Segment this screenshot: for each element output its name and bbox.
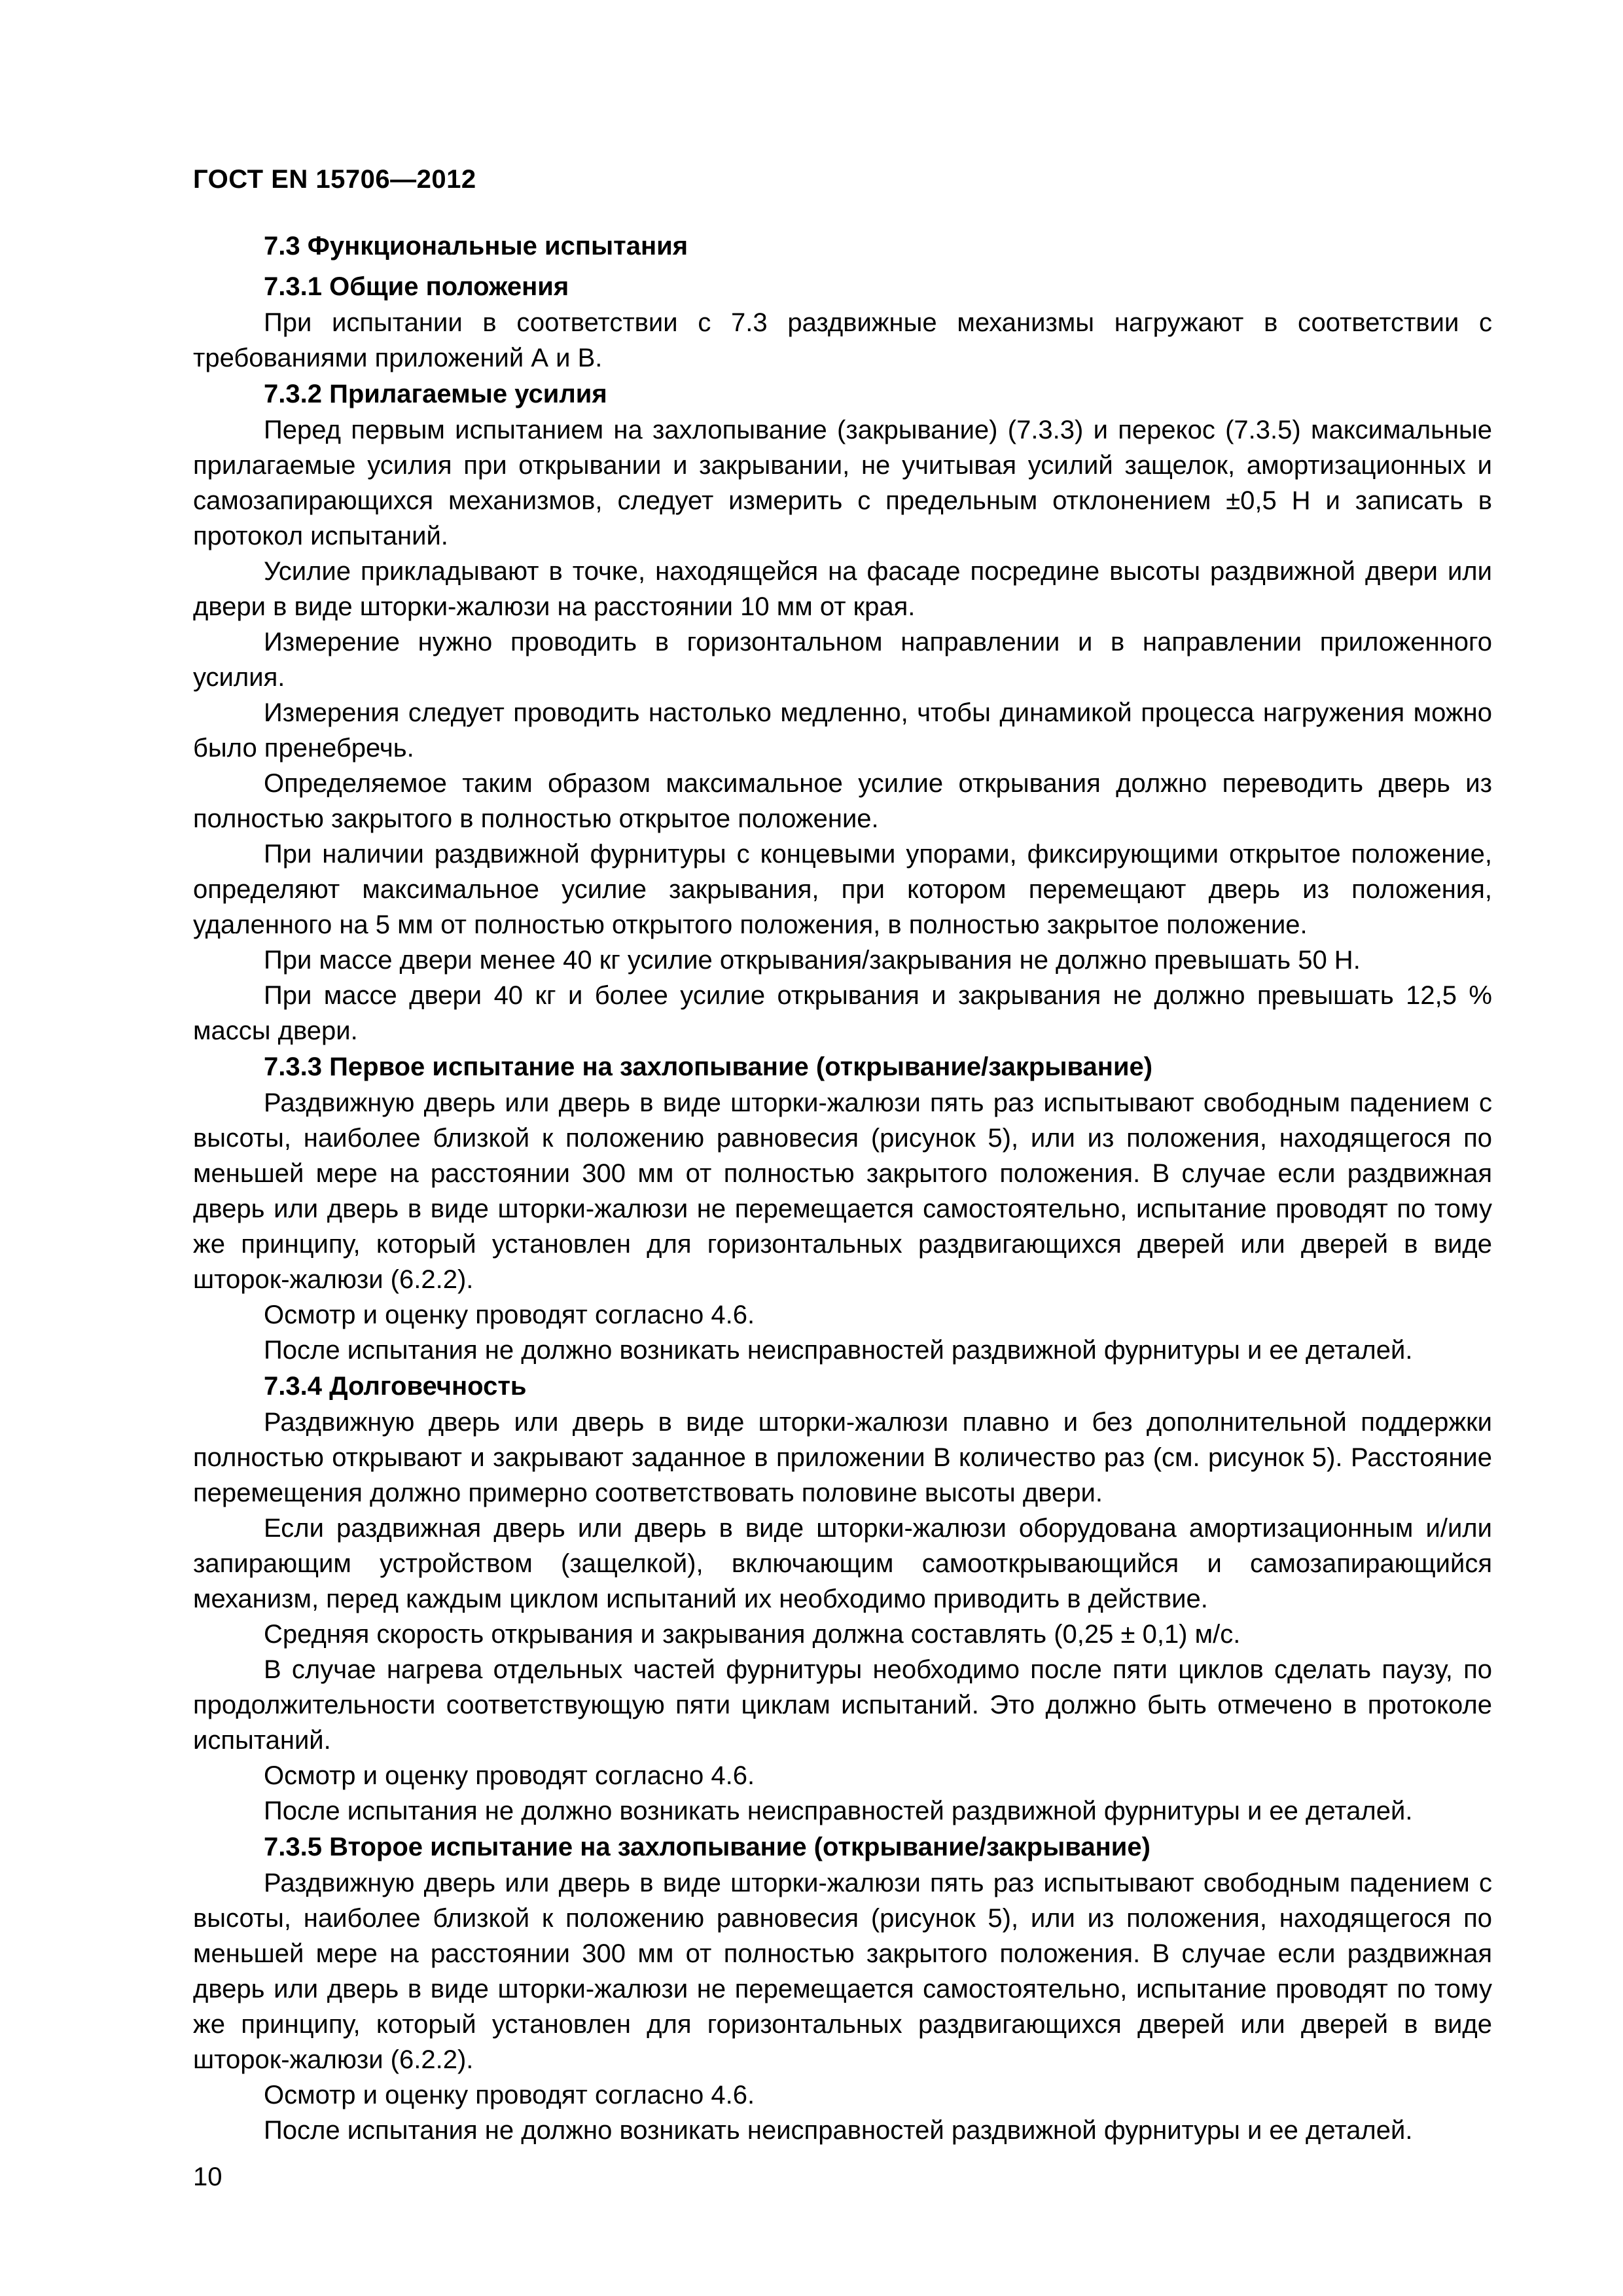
- section-heading-7-3-4: 7.3.4 Долговечность: [264, 1372, 527, 1401]
- paragraph: Измерения следует проводить настолько медленно, чтобы динамикой процесса нагружения можно было пренебречь.: [193, 698, 1492, 762]
- paragraph: При массе двери 40 кг и более усилие открывания и закрывания не должно превышать 12,5 % массы двери.: [193, 981, 1492, 1045]
- paragraph: После испытания не должно возникать неисправностей раздвижной фурнитуры и ее деталей.: [264, 1797, 1413, 1825]
- section-heading-7-3-1: 7.3.1 Общие положения: [264, 272, 569, 301]
- paragraph: Осмотр и оценку проводят согласно 4.6.: [264, 2081, 755, 2109]
- paragraph: После испытания не должно возникать неисправностей раздвижной фурнитуры и ее деталей.: [264, 2116, 1413, 2145]
- document-header: ГОСТ EN 15706—2012: [193, 165, 476, 194]
- paragraph: Определяемое таким образом максимальное усилие открывания должно переводить дверь из полностью закрытого в полностью открытое положение.: [193, 769, 1492, 833]
- paragraph: После испытания не должно возникать неисправностей раздвижной фурнитуры и ее деталей.: [264, 1336, 1413, 1365]
- paragraph: Усилие прикладывают в точке, находящейся на фасаде посредине высоты раздвижной двери или двери в виде шторки-жалюзи на расстоянии 10 мм от края.: [193, 557, 1492, 621]
- paragraph: Раздвижную дверь или дверь в виде шторки-жалюзи пять раз испытывают свободным падением с высоты, наиболее близкой к положению равновесия (рисунок 5), или из положения, находящегося по меньшей мере на расстоянии 300 мм от полностью закрытого положения. В случае если раздвижная дверь или дверь в виде шторки-жалюзи не перемещается самостоятельно, испытание проводят по тому же принципу, который установлен для горизонтальных раздвигающихся дверей или дверей в виде шторок-жалюзи (6.2.2).: [193, 1088, 1492, 1294]
- paragraph: Раздвижную дверь или дверь в виде шторки-жалюзи плавно и без дополнительной поддержки полностью открывают и закрывают заданное в приложении В количество раз (см. рисунок 5). Расстояние перемещения должно примерно соответствовать половине высоты двери.: [193, 1408, 1492, 1507]
- paragraph: При массе двери менее 40 кг усилие открывания/закрывания не должно превышать 50 Н.: [264, 946, 1361, 975]
- paragraph: Осмотр и оценку проводят согласно 4.6.: [264, 1300, 755, 1329]
- section-heading-7-3-2: 7.3.2 Прилагаемые усилия: [264, 380, 607, 408]
- section-heading-7-3-5: 7.3.5 Второе испытание на захлопывание (открывание/закрывание): [264, 1833, 1150, 1861]
- page-number: 10: [193, 2162, 223, 2191]
- paragraph: Осмотр и оценку проводят согласно 4.6.: [264, 1761, 755, 1790]
- section-heading-7-3-3: 7.3.3 Первое испытание на захлопывание (открывание/закрывание): [264, 1052, 1153, 1081]
- paragraph: В случае нагрева отдельных частей фурнитуры необходимо после пяти циклов сделать паузу, по продолжительности соответствующую пяти циклам испытаний. Это должно быть отмечено в протоколе испытаний.: [193, 1655, 1492, 1755]
- paragraph: При наличии раздвижной фурнитуры с концевыми упорами, фиксирующими открытое положение, определяют максимальное усилие закрывания, при котором перемещают дверь из положения, удаленного на 5 мм от полностью открытого положения, в полностью закрытое положение.: [193, 840, 1492, 939]
- paragraph: Раздвижную дверь или дверь в виде шторки-жалюзи пять раз испытывают свободным падением с высоты, наиболее близкой к положению равновесия (рисунок 5), или из положения, находящегося по меньшей мере на расстоянии 300 мм от полностью закрытого положения. В случае если раздвижная дверь или дверь в виде шторки-жалюзи не перемещается самостоятельно, испытание проводят по тому же принципу, который установлен для горизонтальных раздвигающихся дверей или дверей в виде шторок-жалюзи (6.2.2).: [193, 1869, 1492, 2074]
- paragraph: Перед первым испытанием на захлопывание (закрывание) (7.3.3) и перекос (7.3.5) максимальные прилагаемые усилия при открывании и закрывании, не учитывая усилий защелок, амортизационных и самозапирающихся механизмов, следует измерить с предельным отклонением ±0,5 Н и записать в протокол испытаний.: [193, 416, 1492, 550]
- paragraph: Если раздвижная дверь или дверь в виде шторки-жалюзи оборудована амортизационным и/или запирающим устройством (защелкой), включающим самооткрывающийся и самозапирающийся механизм, перед каждым циклом испытаний их необходимо приводить в действие.: [193, 1514, 1492, 1613]
- section-heading-7-3: 7.3 Функциональные испытания: [264, 232, 688, 260]
- paragraph: Средняя скорость открывания и закрывания должна составлять (0,25 ± 0,1) м/с.: [264, 1620, 1241, 1649]
- paragraph: При испытании в соответствии с 7.3 раздвижные механизмы нагружают в соответствии с требованиями приложений А и В.: [193, 308, 1492, 372]
- document-body: [193, 228, 1492, 2148]
- paragraph: Измерение нужно проводить в горизонтальном направлении и в направлении приложенного усилия.: [193, 628, 1492, 692]
